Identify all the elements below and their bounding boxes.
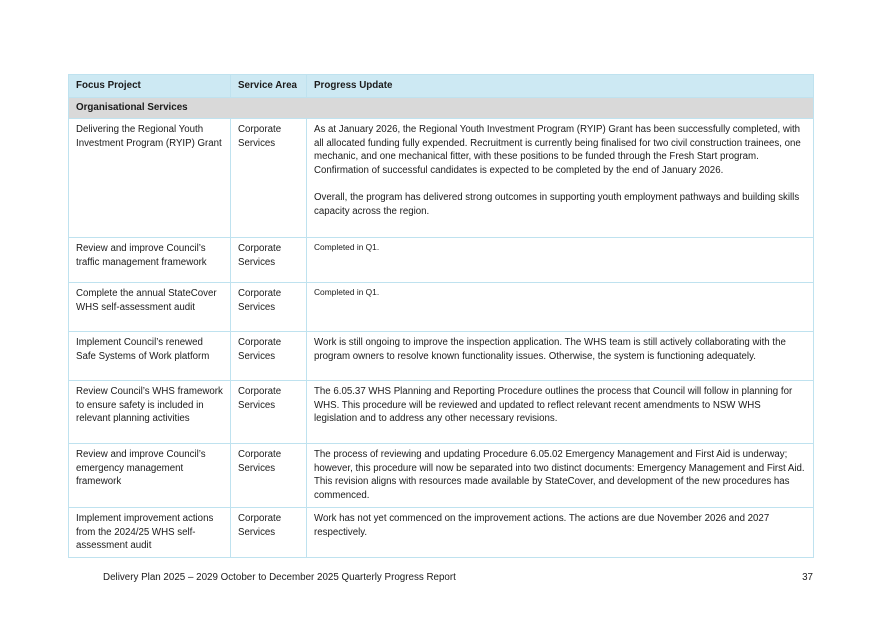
progress-update-cell	[307, 507, 814, 557]
service-area-cell: Corporate Services	[231, 282, 307, 331]
progress-paragraph: The 6.05.37 WHS Planning and Reporting Procedure outlines the process that Council will follow in planning for WHS. This procedure will be reviewed and updated to reflect relevant recent amendments to NSW WHS legislation and to address any other necessary revisions.	[314, 385, 793, 425]
table-row	[69, 331, 814, 380]
service-area-cell: Corporate Services	[231, 118, 307, 237]
col-header-progress-update: Progress Update	[307, 75, 814, 98]
focus-project-cell: Review and improve Council’s emergency management framework	[69, 443, 231, 507]
page-number: 37	[802, 572, 813, 583]
progress-update-cell	[307, 331, 814, 380]
table-row	[69, 282, 814, 331]
footer-title: Delivery Plan 2025 – 2029 October to December 2025 Quarterly Progress Report	[103, 572, 456, 583]
table-row	[69, 380, 814, 443]
focus-project-cell: Implement Council’s renewed Safe Systems of Work platform	[69, 331, 231, 380]
table-body	[69, 97, 814, 557]
focus-project-cell: Complete the annual StateCover WHS self-assessment audit	[69, 282, 231, 331]
service-area-cell: Corporate Services	[231, 237, 307, 282]
section-header: Organisational Services	[69, 97, 814, 118]
service-area-cell: Corporate Services	[231, 331, 307, 380]
progress-paragraph: Work is still ongoing to improve the inspection application. The WHS team is still actively collaborating with the program owners to resolve known functionality issues. Otherwise, the system is functioning adequately.	[314, 336, 786, 362]
progress-paragraph: As at January 2026, the Regional Youth Investment Program (RYIP) Grant has been successfully completed, with all allocated funding fully expended. Recruitment is currently being finalised for two civil construction trainees, one mechanic, and one mechanical fitter, with these positions to be funded through the Fresh Start program. Confirmation of successful candidates is expected to be completed by the end of January 2026.	[314, 123, 801, 177]
section-row	[69, 97, 814, 118]
table-row	[69, 237, 814, 282]
table-header-row	[69, 75, 814, 98]
progress-paragraph: Completed in Q1.	[314, 286, 380, 297]
progress-update-cell	[307, 237, 814, 282]
service-area-cell: Corporate Services	[231, 380, 307, 443]
table-row	[69, 507, 814, 557]
page-footer	[103, 572, 813, 583]
focus-project-cell: Review and improve Council’s traffic management framework	[69, 237, 231, 282]
table-row	[69, 443, 814, 507]
focus-project-cell: Review Council’s WHS framework to ensure safety is included in relevant planning activities	[69, 380, 231, 443]
table-row	[69, 118, 814, 237]
progress-update-cell	[307, 118, 814, 237]
progress-paragraph: Completed in Q1.	[314, 241, 380, 252]
service-area-cell: Corporate Services	[231, 443, 307, 507]
progress-paragraph: Overall, the program has delivered strong outcomes in supporting youth employment pathways and building skills capacity across the region.	[314, 191, 800, 217]
col-header-focus-project: Focus Project	[69, 75, 231, 98]
service-area-cell: Corporate Services	[231, 507, 307, 557]
progress-table	[68, 74, 814, 558]
progress-update-cell	[307, 443, 814, 507]
progress-paragraph: Work has not yet commenced on the improvement actions. The actions are due November 2026 and 2027 respectively.	[314, 512, 770, 538]
progress-update-cell	[307, 380, 814, 443]
focus-project-cell: Delivering the Regional Youth Investment Program (RYIP) Grant	[69, 118, 231, 237]
progress-paragraph: The process of reviewing and updating Procedure 6.05.02 Emergency Management and First Aid is underway; however, this procedure will now be separated into two distinct documents: Emergency Management and First Aid. This revision aligns with resources made available by StateCover, and development of the new procedures has commenced.	[314, 448, 805, 502]
focus-project-cell: Implement improvement actions from the 2024/25 WHS self-assessment audit	[69, 507, 231, 557]
progress-update-cell	[307, 282, 814, 331]
col-header-service-area: Service Area	[231, 75, 307, 98]
